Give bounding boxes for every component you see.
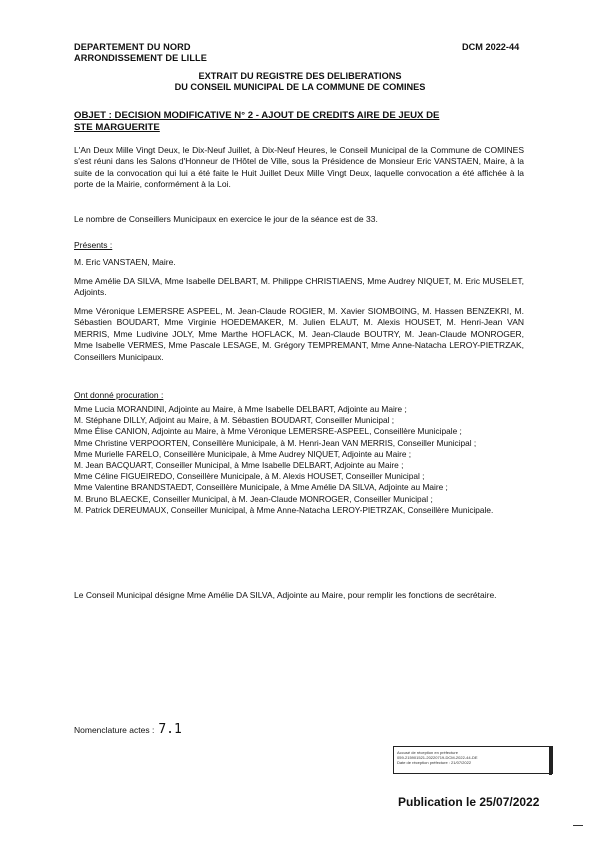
deliberation-reference: DCM 2022-44 bbox=[462, 42, 520, 52]
procuration-item: Mme Murielle FARELO, Conseillère Municipale, à Mme Audrey NIQUET, Adjointe au Maire ; bbox=[74, 448, 412, 459]
arrondissement-label: ARRONDISSEMENT DE LILLE bbox=[74, 53, 207, 63]
stamp-line1: Accusé de réception en préfecture bbox=[397, 750, 458, 755]
maire-line: M. Eric VANSTAEN, Maire. bbox=[74, 257, 176, 267]
secretaire-paragraph: Le Conseil Municipal désigne Mme Amélie DA SILVA, Adjointe au Maire, pour remplir les fonctions de secrétaire. bbox=[74, 590, 497, 600]
register-title-line1: EXTRAIT DU REGISTRE DES DELIBERATIONS bbox=[198, 71, 402, 81]
intro-paragraph: L'An Deux Mille Vingt Deux, le Dix-Neuf Juillet, à Dix-Neuf Heures, le Conseil Municipal de la Commune de COMINES s'est réuni dans les Salons d'Honneur de l'Hôtel de Ville, sous la Présidence de Monsieur Eric VANSTAEN, Maire, à la suite de la convocation qui lui a été faite le Huit Juillet Deux Mille Vingt Deux, laquelle convocation a été affichée à la porte de la Mairie, conformément à la Loi. bbox=[74, 145, 524, 190]
page-corner-mark bbox=[573, 825, 583, 826]
procuration-item: Mme Élise CANION, Adjointe au Maire, à Mme Véronique LEMERSRE-ASPEEL, Conseillère Municipale ; bbox=[74, 426, 462, 437]
objet-heading bbox=[74, 110, 534, 133]
procuration-item: Mme Lucia MORANDINI, Adjointe au Maire, à Mme Isabelle DELBART, Adjointe au Maire ; bbox=[74, 404, 407, 414]
objet-line2: STE MARGUERITE bbox=[74, 121, 160, 133]
objet-label: OBJET bbox=[74, 110, 106, 121]
stamp-line2: 059-215901521-20220719-DCM-2022-44-DE bbox=[397, 755, 478, 760]
nomenclature-line bbox=[74, 722, 182, 737]
quorum-paragraph: Le nombre de Conseillers Municipaux en exercice le jour de la séance est de 33. bbox=[74, 214, 378, 224]
department-label: DEPARTEMENT DU NORD bbox=[74, 42, 191, 52]
procuration-item: M. Stéphane DILLY, Adjoint au Maire, à M. Sébastien BOUDART, Conseiller Municipal ; bbox=[74, 415, 395, 426]
header-left bbox=[74, 42, 207, 64]
procurations-label: Ont donné procuration : bbox=[74, 390, 164, 400]
procuration-item: M. Bruno BLAECKE, Conseiller Municipal, à M. Jean-Claude MONROGER, Conseiller Municipal ; bbox=[74, 493, 433, 504]
stamp-line3: Date de réception préfecture : 21/07/2022 bbox=[397, 760, 472, 765]
prefecture-receipt-stamp bbox=[393, 746, 553, 774]
procuration-item: Mme Céline FIGUEIREDO, Conseillère Municipale, à M. Alexis HOUSET, Conseiller Municipal ; bbox=[74, 471, 425, 482]
procuration-item: Mme Christine VERPOORTEN, Conseillère Municipale, à M. Henri-Jean VAN MERRIS, Conseiller Municipal ; bbox=[74, 437, 477, 448]
publication-date: Publication le 25/07/2022 bbox=[398, 795, 540, 809]
objet-line1: : DECISION MODIFICATIVE N° 2 - AJOUT DE CREDITS AIRE DE JEUX DE bbox=[106, 110, 440, 121]
adjoints-paragraph: Mme Amélie DA SILVA, Mme Isabelle DELBART, M. Philippe CHRISTIAENS, Mme Audrey NIQUET, M. Eric MUSELET, Adjoints. bbox=[74, 276, 524, 298]
nomenclature-label: Nomenclature actes : bbox=[74, 725, 155, 735]
register-title-line2: DU CONSEIL MUNICIPAL DE LA COMMUNE DE COMINES bbox=[174, 82, 426, 92]
presents-label: Présents : bbox=[74, 240, 113, 250]
procuration-item: M. Patrick DEREUMAUX, Conseiller Municipal, à Mme Anne-Natacha LEROY-PIETRZAK, Conseillère Municipale. bbox=[74, 504, 494, 515]
procurations-list bbox=[74, 404, 524, 516]
conseillers-paragraph: Mme Véronique LEMERSRE ASPEEL, M. Jean-Claude ROGIER, M. Xavier SIOMBOING, M. Hassen BENZEKRI, M. Sébastien BOUDART, Mme Virginie HOEDEMAKER, M. Julien ELAUT, M. Alexis HOUSET, M. Henri-Jean VAN MERRIS, Mme Ludivine JOLY, Mme Marthe HOFLACK, M. Jean-Claude BOUTRY, M. Jean-Claude MONROGER, Mme Isabelle VERMES, Mme Pascale LESAGE, M. Grégory TEMPREMANT, Mme Anne-Natacha LEROY-PIETRZAK, Conseillers Municipaux. bbox=[74, 306, 524, 362]
procuration-item: M. Jean BACQUART, Conseiller Municipal, à Mme Isabelle DELBART, Adjointe au Maire ; bbox=[74, 460, 404, 471]
nomenclature-value: 7.1 bbox=[158, 722, 182, 737]
stamp-edge-bar bbox=[549, 747, 552, 775]
procuration-item: Mme Valentine BRANDSTAEDT, Conseillère Municipale, à Mme Amélie DA SILVA, Adjointe au Maire ; bbox=[74, 482, 448, 493]
